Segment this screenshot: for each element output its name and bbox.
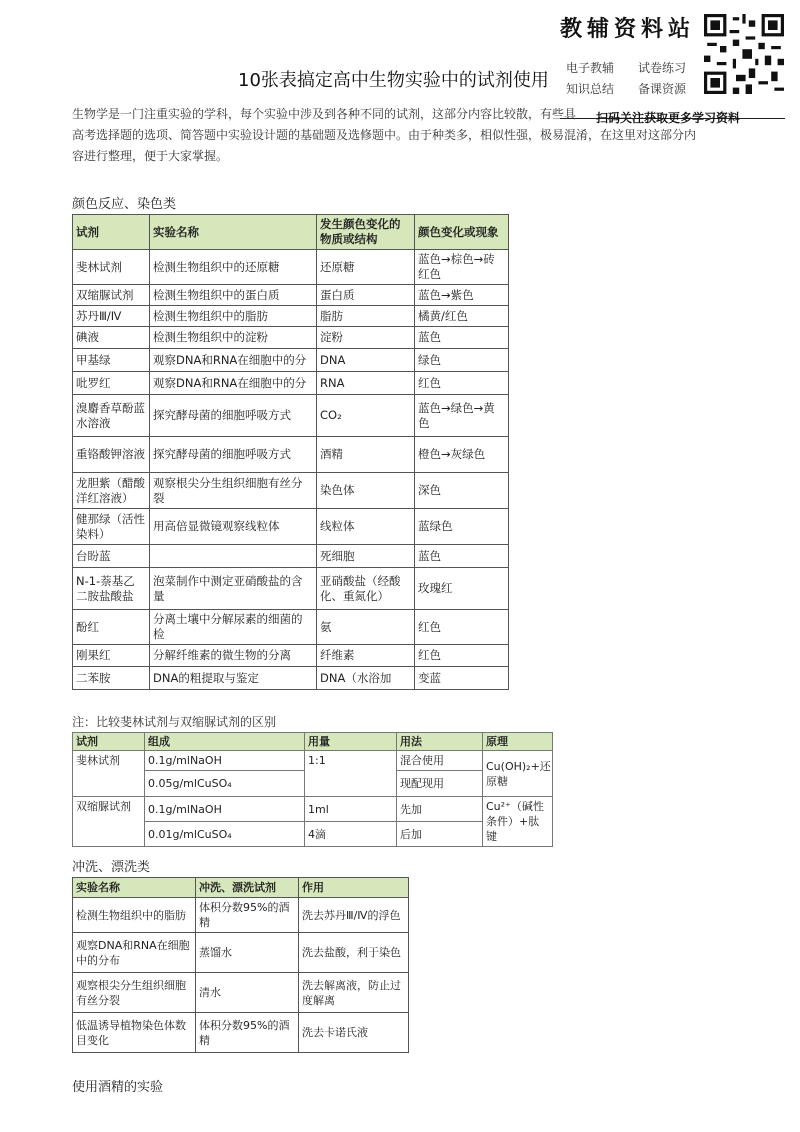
table-cell: 0.1g/mlNaOH (145, 751, 305, 771)
table-cell: 二苯胺 (73, 667, 150, 690)
column-header: 试剂 (73, 733, 145, 751)
table-row (73, 645, 509, 667)
table-cell: 健那绿（活性染料） (73, 509, 150, 545)
brand-link[interactable]: 备课资源 (638, 82, 687, 96)
table-row (73, 349, 509, 372)
column-header: 作用 (299, 878, 409, 898)
table-row (73, 372, 509, 395)
table-cell: 探究酵母菌的细胞呼吸方式 (150, 437, 317, 473)
comparison-note: 注：比较斐林试剂与双缩脲试剂的区别 (72, 715, 277, 729)
table-cell: 分离土壤中分解尿素的细菌的检 (150, 610, 317, 645)
table-cell: Cu²⁺（碱性条件）+肽键 (483, 797, 553, 847)
table-cell: 玫瑰红 (415, 568, 509, 610)
page-title: 10张表搞定高中生物实验中的试剂使用 (238, 70, 549, 91)
table-cell: 脂肪 (317, 306, 415, 327)
column-header: 组成 (145, 733, 305, 751)
table-row (73, 250, 509, 285)
table-cell: 酒精 (317, 437, 415, 473)
column-header: 实验名称 (150, 215, 317, 250)
table-cell: 检测生物组织中的淀粉 (150, 327, 317, 349)
table-cell: 橘黄/红色 (415, 306, 509, 327)
brand-links (566, 58, 710, 100)
table-cell: 双缩脲试剂 (73, 797, 145, 847)
table-cell: 龙胆紫（醋酸洋红溶液） (73, 473, 150, 509)
table-row (73, 1013, 409, 1053)
table-cell: 红色 (415, 372, 509, 395)
table-cell: 刚果红 (73, 645, 150, 667)
table-cell: 0.01g/mlCuSO₄ (145, 822, 305, 847)
table-cell: 1:1 (305, 751, 397, 797)
table-cell: 染色体 (317, 473, 415, 509)
table-cell: 蓝色 (415, 327, 509, 349)
table-cell: 分解纤维素的微生物的分离 (150, 645, 317, 667)
table-cell: 甲基绿 (73, 349, 150, 372)
table-cell: 蓝色→绿色→黄色 (415, 395, 509, 437)
table-cell: 蛋白质 (317, 285, 415, 306)
brand-link[interactable]: 知识总结 (566, 82, 615, 96)
table-row (73, 306, 509, 327)
brand-link[interactable]: 试卷练习 (638, 61, 687, 75)
section-heading: 颜色反应、染色类 (72, 197, 177, 212)
table-cell: 低温诱导植物染色体数目变化 (73, 1013, 196, 1053)
table-cell: 蓝绿色 (415, 509, 509, 545)
qr-caption: 扫码关注获取更多学习资料 (596, 111, 741, 125)
table-cell: 蒸馏水 (196, 933, 299, 973)
brand-link[interactable]: 电子教辅 (566, 61, 615, 75)
table-row (73, 822, 553, 847)
table-cell: N-1-萘基乙二胺盐酸盐 (73, 568, 150, 610)
table-cell: 双缩脲试剂 (73, 285, 150, 306)
table-cell: 台盼蓝 (73, 545, 150, 568)
table-row (73, 667, 509, 690)
table-cell: DNA的粗提取与鉴定 (150, 667, 317, 690)
table-row (73, 751, 553, 771)
table-cell: 0.05g/mlCuSO₄ (145, 771, 305, 797)
table-cell: 蓝色→紫色 (415, 285, 509, 306)
qr-code-icon (704, 14, 784, 94)
table-cell: 后加 (397, 822, 483, 847)
table-cell: Cu(OH)₂+还原糖 (483, 751, 553, 797)
table-cell: 洗去卡诺氏液 (299, 1013, 409, 1053)
table-cell: 混合使用 (397, 751, 483, 771)
table-cell: CO₂ (317, 395, 415, 437)
table-cell: 还原糖 (317, 250, 415, 285)
rinse-table (72, 877, 409, 1053)
table-cell: 纤维素 (317, 645, 415, 667)
table-cell: 检测生物组织中的脂肪 (73, 898, 196, 933)
table-cell: 清水 (196, 973, 299, 1013)
section-heading: 冲洗、漂洗类 (72, 860, 151, 875)
table-cell: 观察DNA和RNA在细胞中的分布 (73, 933, 196, 973)
table-cell: 体积分数95%的酒精 (196, 898, 299, 933)
table-cell: 淀粉 (317, 327, 415, 349)
table-cell: 碘液 (73, 327, 150, 349)
table-cell: 苏丹Ⅲ/Ⅳ (73, 306, 150, 327)
column-header: 试剂 (73, 215, 150, 250)
table-row (73, 568, 509, 610)
table-cell: 洗去盐酸，利于染色 (299, 933, 409, 973)
table-cell: 红色 (415, 610, 509, 645)
table-cell: RNA (317, 372, 415, 395)
table-cell: 探究酵母菌的细胞呼吸方式 (150, 395, 317, 437)
table-cell: 用高倍显微镜观察线粒体 (150, 509, 317, 545)
table-row (73, 797, 553, 822)
column-header: 实验名称 (73, 878, 196, 898)
table-row (73, 898, 409, 933)
table-row (73, 437, 509, 473)
table-cell: 体积分数95%的酒精 (196, 1013, 299, 1053)
intro-paragraph (72, 104, 732, 167)
table-cell: 洗去苏丹Ⅲ/Ⅳ的浮色 (299, 898, 409, 933)
table-cell: 深色 (415, 473, 509, 509)
column-header: 发生颜色变化的物质或结构 (317, 215, 415, 250)
table-cell: 死细胞 (317, 545, 415, 568)
table-cell: 氨 (317, 610, 415, 645)
color-reaction-table (72, 214, 509, 690)
table-cell: 现配现用 (397, 771, 483, 797)
table-cell: 检测生物组织中的还原糖 (150, 250, 317, 285)
table-cell: 蓝色 (415, 545, 509, 568)
table-cell: 吡罗红 (73, 372, 150, 395)
intro-line: 生物学是一门注重实验的学科，每个实验中涉及到各种不同的试剂，这部分内容比较散，有些具 (72, 107, 577, 121)
table-cell: 4滴 (305, 822, 397, 847)
table-cell: 蓝色→棕色→砖红色 (415, 250, 509, 285)
table-cell: DNA（水浴加 (317, 667, 415, 690)
table-cell: 斐林试剂 (73, 751, 145, 797)
table-row (73, 933, 409, 973)
column-header: 原理 (483, 733, 553, 751)
table-cell: 观察DNA和RNA在细胞中的分 (150, 372, 317, 395)
table-cell: 变蓝 (415, 667, 509, 690)
table-cell: 观察根尖分生组织细胞有丝分裂 (73, 973, 196, 1013)
table-row (73, 395, 509, 437)
table-cell: 洗去解离液，防止过度解离 (299, 973, 409, 1013)
table-cell: 观察根尖分生组织细胞有丝分裂 (150, 473, 317, 509)
table-cell: 橙色→灰绿色 (415, 437, 509, 473)
table-cell: 斐林试剂 (73, 250, 150, 285)
table-cell (150, 545, 317, 568)
column-header: 冲洗、漂洗试剂 (196, 878, 299, 898)
table-row (73, 327, 509, 349)
table-cell: 红色 (415, 645, 509, 667)
table-cell: 先加 (397, 797, 483, 822)
table-cell: 0.1g/mlNaOH (145, 797, 305, 822)
table-cell: 重铬酸钾溶液 (73, 437, 150, 473)
table-cell: 检测生物组织中的蛋白质 (150, 285, 317, 306)
table-row (73, 610, 509, 645)
intro-line: 容进行整理，便于大家掌握。 (72, 149, 229, 163)
table-cell: 酚红 (73, 610, 150, 645)
table-row (73, 545, 509, 568)
column-header: 颜色变化或现象 (415, 215, 509, 250)
section-heading: 使用酒精的实验 (72, 1080, 164, 1095)
table-cell: DNA (317, 349, 415, 372)
table-row (73, 473, 509, 509)
table-cell: 检测生物组织中的脂肪 (150, 306, 317, 327)
reagent-comparison-table (72, 732, 553, 847)
intro-line: 高考选择题的选项、简答题中实验设计题的基础题及选修题中。由于种类多，相似性强，极易混淆，在这里对这部分内 (72, 128, 697, 142)
column-header: 用量 (305, 733, 397, 751)
table-row (73, 285, 509, 306)
column-header: 用法 (397, 733, 483, 751)
table-cell: 绿色 (415, 349, 509, 372)
table-cell: 溴麝香草酚蓝水溶液 (73, 395, 150, 437)
table-cell: 泡菜制作中测定亚硝酸盐的含量 (150, 568, 317, 610)
table-cell: 1ml (305, 797, 397, 822)
table-row (73, 973, 409, 1013)
brand-name: 教辅资料站 (560, 17, 696, 42)
table-cell: 观察DNA和RNA在细胞中的分 (150, 349, 317, 372)
table-cell: 线粒体 (317, 509, 415, 545)
table-row (73, 509, 509, 545)
table-cell: 亚硝酸盐（经酸化、重氮化） (317, 568, 415, 610)
